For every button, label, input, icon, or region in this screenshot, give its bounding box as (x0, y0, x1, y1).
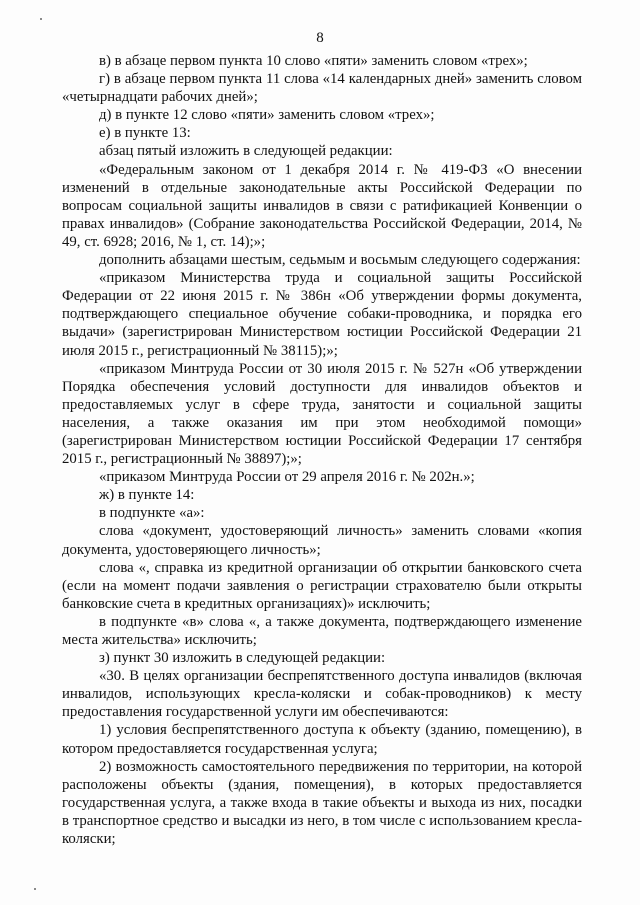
paragraph-federal-law: «Федеральным законом от 1 декабря 2014 г. № 419-ФЗ «О внесении изменений в отдельные законодательные акты Российской Федерации по вопросам социальной защиты инвалидов в связи с ратификацией Конвенции о правах инвалидов» (Собрание законодательства Российской Федерации, 2014, № 49, ст. 6928; 2016, № 1, ст. 14);»; (62, 161, 582, 250)
paragraph-condition-1: 1) условия беспрепятственного доступа к объекту (зданию, помещению), в котором предоставляется государственная услуга; (62, 722, 582, 757)
paragraph-amend-g: г) в абзаце первом пункта 11 слова «14 календарных дней» заменить словом «четырнадцати рабочих дней»; (62, 71, 582, 106)
paragraph-replace-identity: слова «документ, удостоверяющий личность» заменить словами «копия документа, удостоверяющего личность»; (62, 523, 582, 558)
document-body (62, 52, 582, 848)
paragraph-subpoint-v: в подпункте «в» слова «, а также документа, подтверждающего изменение места жительства» исключить; (62, 613, 582, 648)
paragraph-order-386n: «приказом Министерства труда и социальной защиты Российской Федерации от 22 июня 2015 г. № 386н «Об утверждении формы документа, подтверждающего специальное обучение собаки-проводника, и порядка его выдачи» (зарегистрирован Министерством юстиции Российской Федерации 21 июля 2015 г., регистрационный № 38115);»; (62, 270, 582, 359)
paragraph-condition-2: 2) возможность самостоятельного передвижения по территории, на которой расположены объекты (здания, помещения), в которых предоставляется государственная услуга, а также входа в такие объекты и выхода из них, посадки в транспортное средство и высадки из него, в том числе с использованием кресла-коляски; (62, 758, 582, 848)
paragraph-amend-d: д) в пункте 12 слово «пяти» заменить словом «трех»; (99, 107, 435, 124)
page-number: 8 (316, 30, 324, 46)
paragraph-amend-v: в) в абзаце первом пункта 10 слово «пяти» заменить словом «трех»; (99, 53, 528, 69)
scan-speck (40, 18, 42, 20)
paragraph-order-202n: «приказом Минтруда России от 29 апреля 2016 г. № 202н.»; (99, 469, 475, 486)
paragraph-fifth-abzac: абзац пятый изложить в следующей редакции: (99, 143, 393, 160)
scan-speck (34, 888, 36, 890)
paragraph-point-30: «30. В целях организации беспрепятственного доступа инвалидов (включая инвалидов, использующих кресла-коляски и собак-проводников) к месту предоставления государственной услуги им обеспечиваются: (62, 668, 582, 721)
paragraph-supplement: дополнить абзацами шестым, седьмым и восьмым следующего содержания: (99, 252, 581, 269)
paragraph-amend-e: е) в пункте 13: (99, 125, 191, 142)
paragraph-amend-z: з) пункт 30 изложить в следующей редакции: (99, 650, 386, 667)
paragraph-amend-zh: ж) в пункте 14: (99, 487, 195, 504)
paragraph-exclude-bank: слова «, справка из кредитной организации об открытии банковского счета (если на момент подачи заявления о регистрации страхователю были открыты банковские счета в кредитных организациях)» исключить; (62, 559, 582, 612)
paragraph-subpoint-a: в подпункте «а»: (99, 505, 205, 522)
paragraph-order-527n: «приказом Минтруда России от 30 июля 2015 г. № 527н «Об утверждении Порядка обеспечения условий доступности для инвалидов объектов и предоставляемых услуг в сфере труда, занятости и социальной защиты населения, а также оказания им при этом необходимой помощи» (зарегистрирован Министерством юстиции Российской Федерации 17 сентября 2015 г., регистрационный № 38897);»; (62, 360, 582, 468)
